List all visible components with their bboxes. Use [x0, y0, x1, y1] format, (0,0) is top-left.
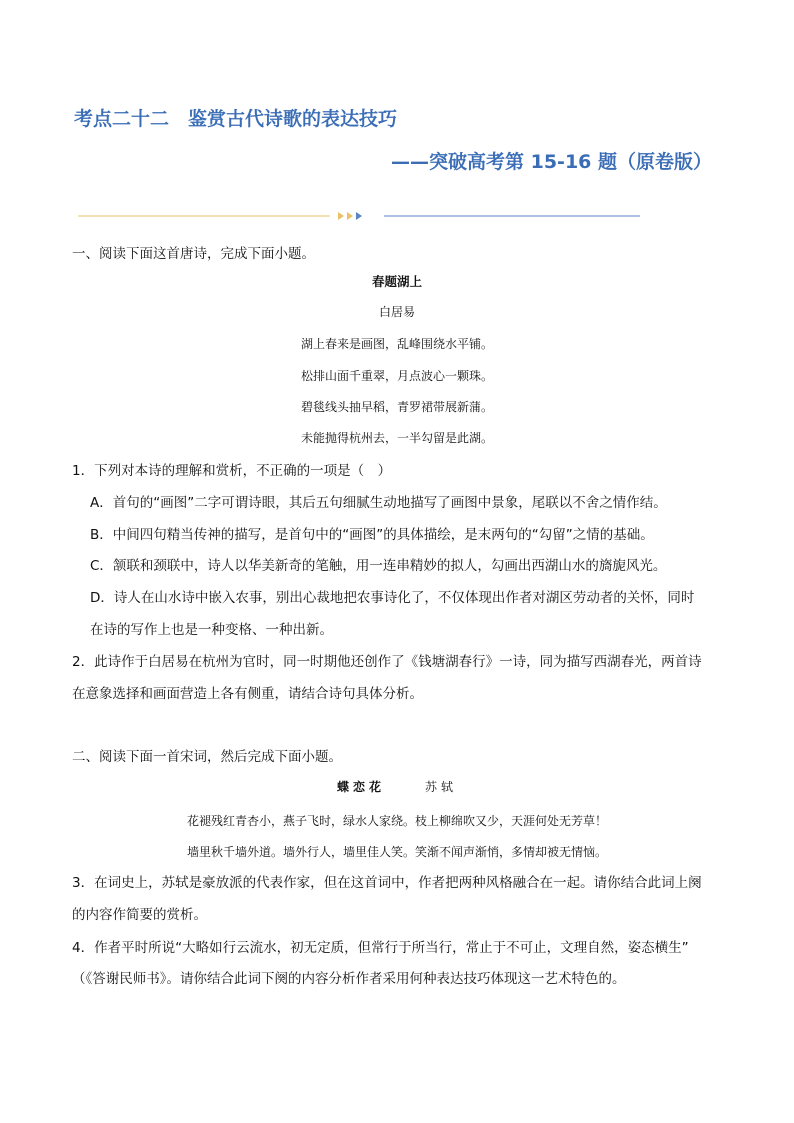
poem-line-1: 湖上春来是画图，乱峰围绕水平铺。: [300, 337, 493, 351]
page-title: 考点二十二 鉴赏古代诗歌的表达技巧: [74, 108, 398, 130]
poem-line-2: 松排山面千重翠，月点波心一颗珠。: [300, 369, 493, 383]
ci-author: 苏轼: [425, 780, 458, 794]
ci-title: 蝶恋花: [336, 780, 385, 794]
poem-title: 春题湖上: [371, 274, 422, 289]
section2-intro: 二、阅读下面一首宋词，然后完成下面小题。: [72, 749, 342, 765]
page-subtitle: ——突破高考第 15-16 题（原卷版）: [391, 151, 712, 173]
question-2-line-2: 在意象选择和画面营造上各有侧重，请结合诗句具体分析。: [72, 686, 423, 702]
question-4-line-1: 4．作者平时所说“大略如行云流水，初无定质，但常行于所当行，常止于不可止，文理自然，姿态横生”: [72, 940, 689, 956]
decorative-divider: [78, 210, 640, 222]
poem-line-4: 未能抛得杭州去，一半勾留是此湖。: [300, 431, 493, 445]
question-1-stem: 1．下列对本诗的理解和赏析，不正确的一项是（ ）: [72, 463, 392, 479]
ci-line-1: 花褪残红青杏小，燕子飞时，绿水人家绕。枝上柳绵吹又少，天涯何处无芳草！: [186, 814, 607, 828]
question-1-option-c: C．颔联和颈联中，诗人以华美新奇的笔触，用一连串精妙的拟人，勾画出西湖山水的旖旎风光。: [90, 558, 667, 574]
question-1-option-a: A．首句的“画图”二字可谓诗眼，其后五句细腻生动地描写了画图中景象，尾联以不舍之情作结。: [90, 495, 667, 511]
question-2-line-1: 2．此诗作于白居易在杭州为官时，同一时期他还创作了《钱塘湖春行》一诗，同为描写西湖春光，两首诗: [72, 654, 702, 670]
section1-intro: 一、阅读下面这首唐诗，完成下面小题。: [72, 246, 315, 262]
question-3-line-2: 的内容作简要的赏析。: [72, 907, 207, 923]
question-4-line-2: （《答谢民师书》。请你结合此词下阕的内容分析作者采用何种表达技巧体现这一艺术特色的。: [72, 971, 626, 987]
question-1-option-d: D．诗人在山水诗中嵌入农事，别出心裁地把农事诗化了，不仅体现出作者对湖区劳动者的关怀，同时: [90, 590, 695, 606]
question-3-line-1: 3．在词史上，苏轼是豪放派的代表作家，但在这首词中，作者把两种风格融合在一起。请你结合此词上阕: [72, 875, 702, 891]
poem-author: 白居易: [378, 305, 415, 319]
ci-heading: [0, 778, 794, 796]
question-1-option-d-cont: 在诗的写作上也是一种变格、一种出新。: [90, 622, 333, 638]
question-1-option-b: B．中间四句精当传神的描写，是首句中的“画图”的具体描绘，是末两句的“勾留”之情的基础。: [90, 527, 654, 543]
poem-line-3: 碧毯线头抽早稻，青罗裙带展新蒲。: [300, 400, 493, 414]
ci-line-2: 墙里秋千墙外道。墙外行人，墙里佳人笑。笑渐不闻声渐悄，多情却被无情恼。: [186, 845, 607, 859]
